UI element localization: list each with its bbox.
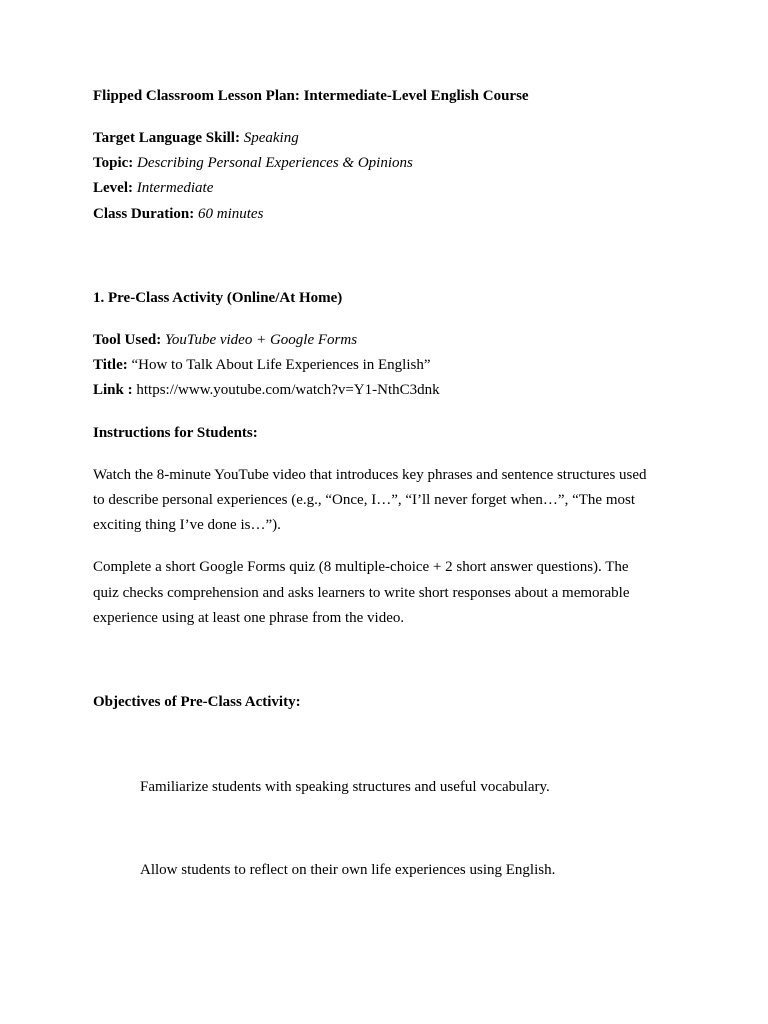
instructions-heading: Instructions for Students: <box>93 425 258 441</box>
video-link[interactable]: https://www.youtube.com/watch?v=Y1-NthC3dnk <box>136 382 440 398</box>
skill-value: Speaking <box>243 130 299 146</box>
tool-value: YouTube video + Google Forms <box>164 332 358 348</box>
title-label: Title: <box>93 357 128 373</box>
topic-value: Describing Personal Experiences & Opinions <box>137 155 413 171</box>
level-value: Intermediate <box>136 180 214 196</box>
topic-label: Topic: <box>93 155 134 171</box>
duration-label: Class Duration: <box>93 206 195 222</box>
level-label: Level: <box>93 180 133 196</box>
link-row <box>93 381 440 399</box>
paragraph-line: experience using at least one phrase from the video. <box>93 610 405 626</box>
tool-label: Tool Used: <box>93 332 162 348</box>
level-row <box>93 179 213 197</box>
document-title: Flipped Classroom Lesson Plan: Intermediate-Level English Course <box>93 88 529 104</box>
objective-item: Allow students to reflect on their own life experiences using English. <box>140 862 556 878</box>
link-label: Link : <box>93 382 133 398</box>
objective-item: Familiarize students with speaking structures and useful vocabulary. <box>140 779 550 795</box>
topic-row <box>93 154 413 172</box>
document-page <box>93 0 693 1024</box>
tool-row <box>93 331 357 349</box>
duration-row <box>93 205 263 223</box>
title-value: “How to Talk About Life Experiences in English” <box>131 357 431 373</box>
paragraph-line: to describe personal experiences (e.g., “Once, I…”, “I’ll never forget when…”, “The most <box>93 492 635 508</box>
paragraph-line: Complete a short Google Forms quiz (8 multiple-choice + 2 short answer questions). The <box>93 559 629 575</box>
duration-value: 60 minutes <box>198 206 264 222</box>
title-row <box>93 356 431 374</box>
paragraph-line: Watch the 8-minute YouTube video that introduces key phrases and sentence structures used <box>93 467 647 483</box>
skill-label: Target Language Skill: <box>93 130 240 146</box>
section-heading: 1. Pre-Class Activity (Online/At Home) <box>93 290 343 306</box>
objectives-heading: Objectives of Pre-Class Activity: <box>93 694 301 710</box>
paragraph-line: quiz checks comprehension and asks learners to write short responses about a memorable <box>93 585 630 601</box>
skill-row <box>93 129 299 147</box>
paragraph-line: exciting thing I’ve done is…”). <box>93 517 281 533</box>
